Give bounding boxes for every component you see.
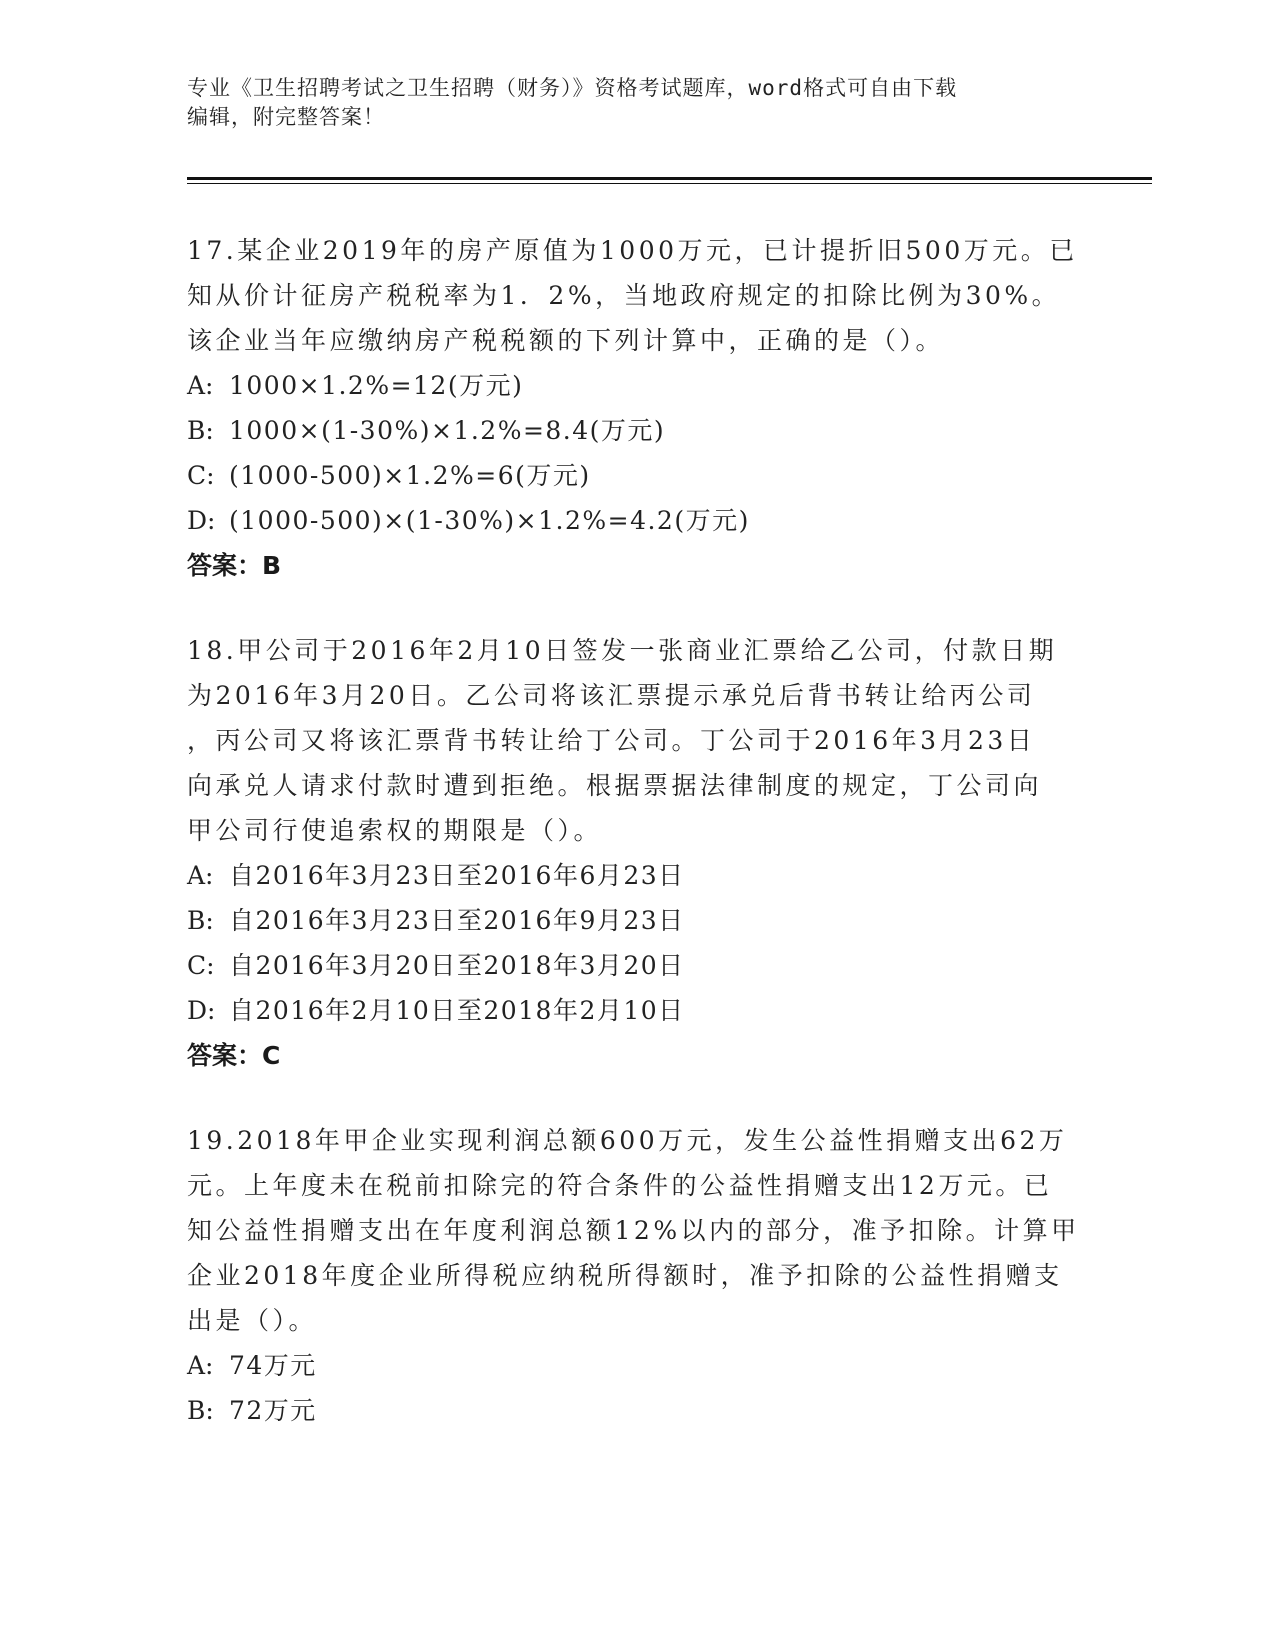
option-label: C: — [187, 951, 215, 980]
header-line-2: 编辑，附完整答案！ — [187, 105, 385, 129]
option-a — [187, 363, 1087, 408]
question-text-line: 知从价计征房产税税率为1．2%，当地政府规定的扣除比例为30%。 — [187, 281, 1061, 310]
option-text: 自2016年3月20日至2018年3月20日 — [229, 951, 685, 980]
option-label: C: — [187, 461, 215, 490]
option-label: A: — [187, 371, 214, 400]
answer-text: 答案：B — [187, 551, 282, 580]
question-19 — [187, 1118, 1087, 1433]
option-label: B: — [187, 416, 214, 445]
option-text: 74万元 — [229, 1351, 317, 1380]
option-label: B: — [187, 906, 214, 935]
question-text-line: 17.某企业2019年的房产原值为1000万元，已计提折旧500万元。已 — [187, 236, 1078, 265]
header-line-1: 专业《卫生招聘考试之卫生招聘（财务）》资格考试题库，word格式可自由下载 — [187, 76, 958, 100]
option-text: (1000-500)×(1-30%)×1.2%=4.2(万元) — [229, 506, 750, 535]
question-text-line: 企业2018年度企业所得税应纳税所得额时，准予扣除的公益性捐赠支 — [187, 1261, 1063, 1290]
option-text: 自2016年2月10日至2018年2月10日 — [229, 996, 685, 1025]
question-text-line: 向承兑人请求付款时遭到拒绝。根据票据法律制度的规定，丁公司向 — [187, 771, 1043, 800]
question-text-line: 18.甲公司于2016年2月10日签发一张商业汇票给乙公司，付款日期 — [187, 636, 1058, 665]
option-text: 72万元 — [229, 1396, 317, 1425]
question-text-line: 该企业当年应缴纳房产税税额的下列计算中，正确的是（）。 — [187, 326, 945, 355]
option-b — [187, 1388, 1087, 1433]
option-label: A: — [187, 1351, 214, 1380]
option-text: (1000-500)×1.2%=6(万元) — [229, 461, 591, 490]
question-text-line: 19.2018年甲企业实现利润总额600万元，发生公益性捐赠支出62万 — [187, 1126, 1068, 1155]
question-text-line: 为2016年3月20日。乙公司将该汇票提示承兑后背书转让给丙公司 — [187, 681, 1036, 710]
question-text-line: 知公益性捐赠支出在年度利润总额12%以内的部分，准予扣除。计算甲 — [187, 1216, 1080, 1245]
option-text: 自2016年3月23日至2016年6月23日 — [229, 861, 685, 890]
option-c — [187, 453, 1087, 498]
answer-text: 答案：C — [187, 1041, 281, 1070]
option-label: A: — [187, 861, 214, 890]
document-header — [187, 74, 1067, 132]
option-b — [187, 898, 1087, 943]
option-c — [187, 943, 1087, 988]
option-label: B: — [187, 1396, 214, 1425]
question-text-line: 出是（）。 — [187, 1306, 318, 1335]
option-a — [187, 1343, 1087, 1388]
option-text: 自2016年3月23日至2016年9月23日 — [229, 906, 685, 935]
question-18 — [187, 628, 1087, 1078]
option-text: 1000×1.2%=12(万元) — [229, 371, 524, 400]
question-17 — [187, 228, 1087, 588]
option-b — [187, 408, 1087, 453]
question-text-line: ，丙公司又将该汇票背书转让给丁公司。丁公司于2016年3月23日 — [187, 726, 1036, 755]
header-divider-thin — [187, 183, 1152, 184]
option-d — [187, 988, 1087, 1033]
option-a — [187, 853, 1087, 898]
header-divider-thick — [187, 177, 1152, 180]
question-text-line: 元。上年度未在税前扣除完的符合条件的公益性捐赠支出12万元。已 — [187, 1171, 1053, 1200]
option-label: D: — [187, 996, 216, 1025]
question-text-line: 甲公司行使追索权的期限是（）。 — [187, 816, 603, 845]
option-text: 1000×(1-30%)×1.2%=8.4(万元) — [229, 416, 666, 445]
option-d — [187, 498, 1087, 543]
option-label: D: — [187, 506, 216, 535]
